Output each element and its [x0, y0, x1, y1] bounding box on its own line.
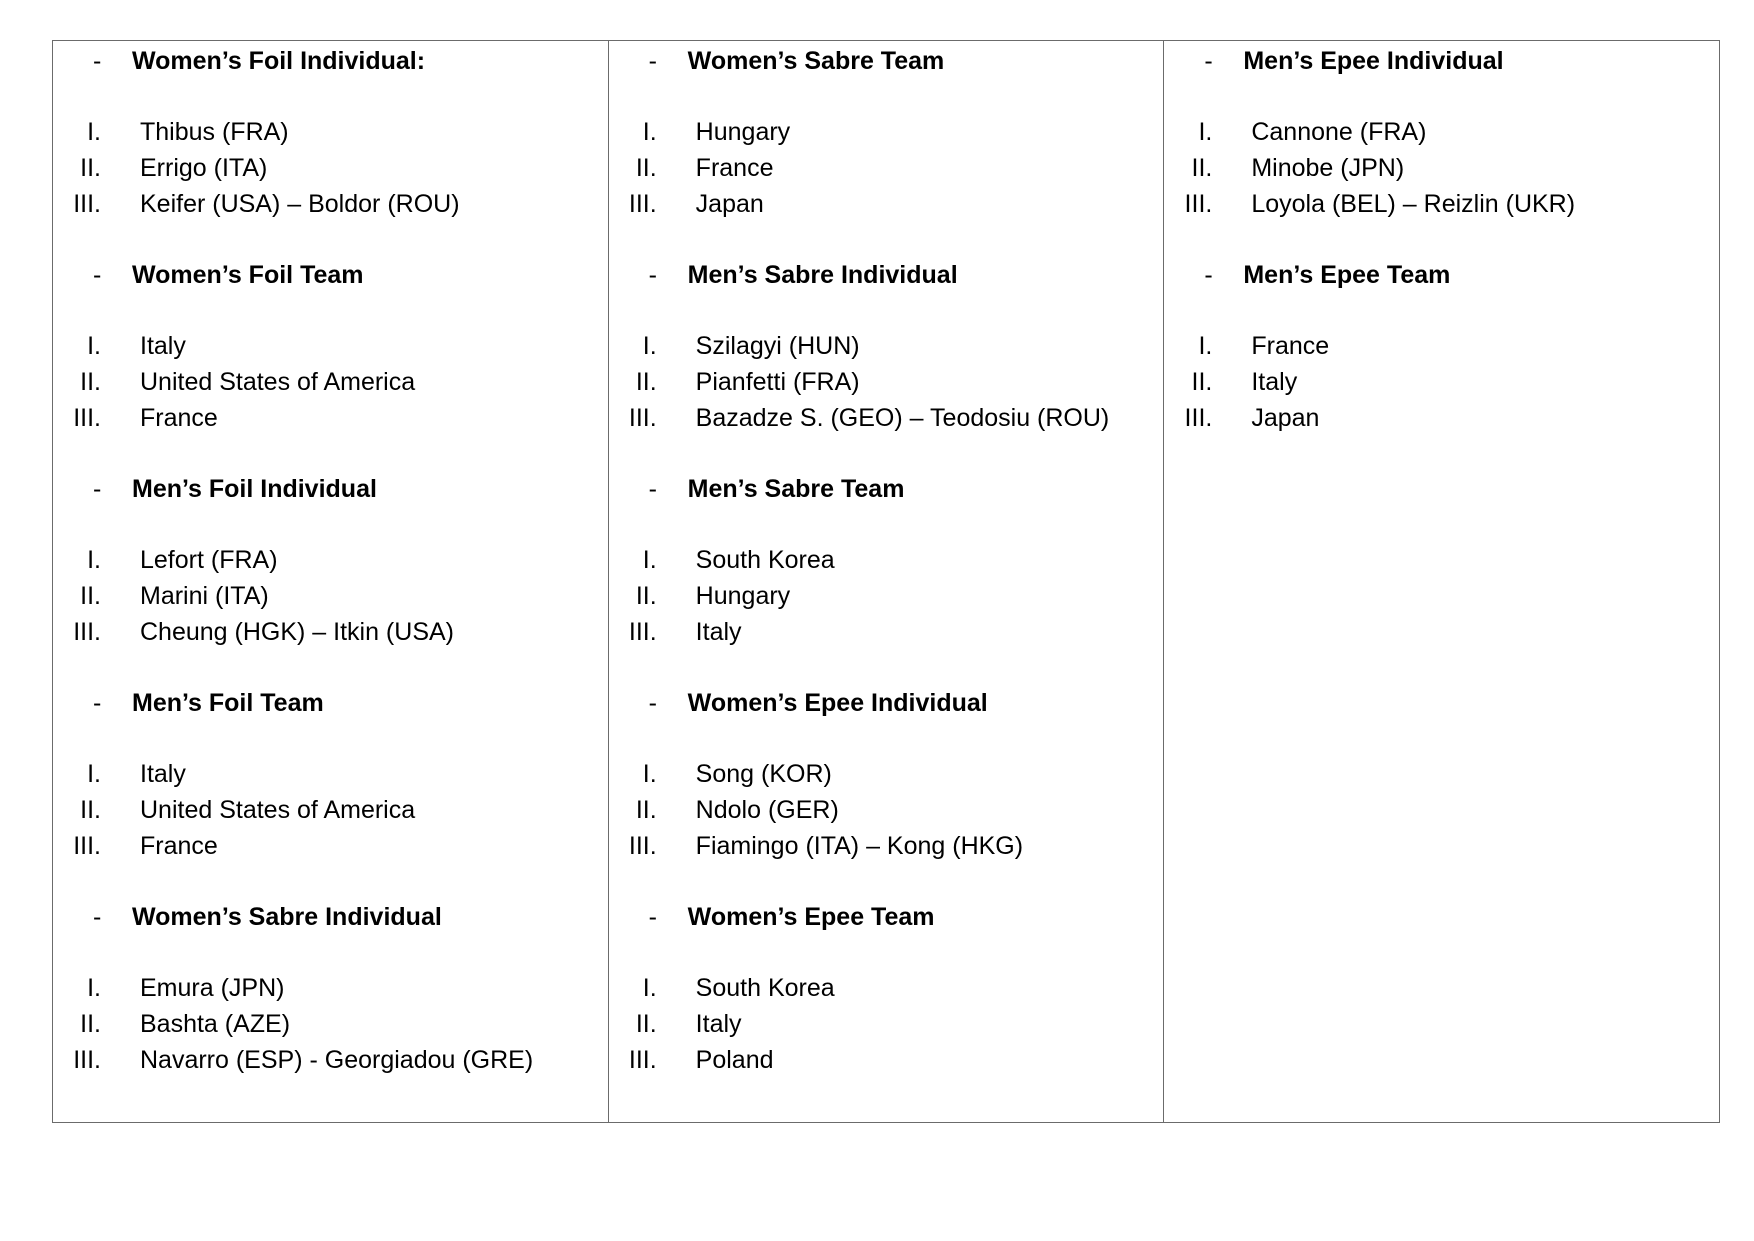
medal-rank: II. — [80, 1010, 101, 1038]
results-column — [53, 41, 609, 1122]
event-heading — [609, 471, 1164, 507]
medal-rank: III. — [628, 404, 657, 432]
medal-winner: United States of America — [140, 796, 416, 824]
event-section — [609, 471, 1164, 650]
medal-rank: I. — [642, 760, 657, 788]
medal-winner: Hungary — [695, 118, 791, 146]
event-title: Women’s Foil Individual: — [132, 47, 426, 75]
medal-item — [609, 578, 1164, 614]
medal-winner: Italy — [695, 1010, 742, 1038]
medal-item — [53, 614, 608, 650]
medal-winner: France — [1251, 332, 1330, 360]
medal-item — [53, 114, 608, 150]
medal-item — [609, 756, 1164, 792]
medal-item — [53, 186, 608, 222]
medal-rank: II. — [635, 582, 657, 610]
event-heading — [1164, 257, 1719, 293]
medal-rank: II. — [635, 368, 657, 396]
medal-item — [1164, 150, 1719, 186]
event-heading — [53, 685, 608, 721]
event-title: Men’s Sabre Individual — [687, 261, 958, 289]
medal-rank: III. — [1184, 404, 1213, 432]
event-bullet-dash: - — [648, 475, 657, 503]
event-title: Women’s Epee Individual — [687, 689, 988, 717]
medal-winner: Italy — [695, 618, 742, 646]
event-bullet-dash: - — [1204, 47, 1213, 75]
medal-rank: I. — [642, 546, 657, 574]
medal-winner: Marini (ITA) — [140, 582, 269, 610]
results-column — [1164, 41, 1719, 1122]
medal-item — [53, 970, 608, 1006]
medal-item — [609, 792, 1164, 828]
medal-rank: III. — [73, 190, 101, 218]
event-heading — [53, 257, 608, 293]
event-heading — [609, 257, 1164, 293]
medal-item — [1164, 364, 1719, 400]
medal-list — [53, 79, 608, 222]
event-title: Men’s Epee Individual — [1243, 47, 1504, 75]
medal-winner: South Korea — [695, 974, 835, 1002]
medal-rank: I. — [87, 546, 101, 574]
medal-rank: II. — [1191, 368, 1213, 396]
medal-item — [609, 1006, 1164, 1042]
event-heading — [1164, 43, 1719, 79]
medal-item — [609, 970, 1164, 1006]
event-section — [53, 899, 608, 1078]
medal-list — [609, 507, 1164, 650]
event-bullet-dash: - — [93, 689, 102, 717]
event-title: Women’s Epee Team — [687, 903, 935, 931]
event-bullet-dash: - — [93, 261, 102, 289]
medal-winner: Song (KOR) — [695, 760, 832, 788]
medal-rank: III. — [628, 832, 657, 860]
medal-item — [53, 756, 608, 792]
medal-winner: Errigo (ITA) — [140, 154, 268, 182]
medal-item — [1164, 400, 1719, 436]
medal-winner: Thibus (FRA) — [140, 118, 289, 146]
event-heading — [609, 685, 1164, 721]
medal-winner: Pianfetti (FRA) — [695, 368, 860, 396]
event-bullet-dash: - — [648, 47, 657, 75]
medal-item — [53, 792, 608, 828]
medal-rank: III. — [73, 832, 101, 860]
results-column — [609, 41, 1165, 1122]
medal-rank: I. — [642, 974, 657, 1002]
medal-winner: Hungary — [695, 582, 791, 610]
medal-item — [1164, 328, 1719, 364]
medal-winner: France — [140, 832, 218, 860]
medal-rank: I. — [87, 332, 101, 360]
medal-rank: I. — [642, 332, 657, 360]
event-title: Women’s Sabre Team — [687, 47, 945, 75]
medal-rank: I. — [87, 118, 101, 146]
event-section — [1164, 43, 1719, 222]
medal-winner: Loyola (BEL) – Reizlin (UKR) — [1251, 190, 1576, 218]
medal-rank: III. — [1184, 190, 1213, 218]
medal-rank: I. — [642, 118, 657, 146]
medal-item — [609, 542, 1164, 578]
medal-rank: III. — [628, 190, 657, 218]
event-section — [609, 685, 1164, 864]
results-table — [52, 40, 1720, 1123]
event-title: Women’s Sabre Individual — [132, 903, 442, 931]
medal-item — [53, 828, 608, 864]
medal-winner: Szilagyi (HUN) — [695, 332, 860, 360]
medal-item — [609, 150, 1164, 186]
medal-item — [609, 364, 1164, 400]
medal-item — [609, 1042, 1164, 1078]
medal-list — [1164, 79, 1719, 222]
medal-winner: Italy — [140, 332, 186, 360]
medal-winner: United States of America — [140, 368, 416, 396]
medal-winner: France — [140, 404, 218, 432]
medal-item — [609, 614, 1164, 650]
medal-rank: II. — [635, 1010, 657, 1038]
event-section — [53, 43, 608, 222]
event-section — [609, 43, 1164, 222]
medal-list — [1164, 293, 1719, 436]
medal-winner: Ndolo (GER) — [695, 796, 839, 824]
medal-item — [609, 186, 1164, 222]
medal-winner: Japan — [1251, 404, 1320, 432]
medal-rank: I. — [1198, 332, 1213, 360]
medal-item — [1164, 114, 1719, 150]
event-title: Men’s Foil Individual — [132, 475, 377, 503]
medal-winner: Poland — [695, 1046, 774, 1074]
event-section — [609, 899, 1164, 1078]
medal-winner: Italy — [140, 760, 186, 788]
medal-list — [609, 79, 1164, 222]
medal-winner: Cheung (HGK) – Itkin (USA) — [140, 618, 454, 646]
event-section — [53, 257, 608, 436]
medal-item — [53, 364, 608, 400]
event-bullet-dash: - — [648, 689, 657, 717]
medal-rank: III. — [628, 1046, 657, 1074]
medal-rank: II. — [80, 582, 101, 610]
event-section — [53, 471, 608, 650]
medal-item — [609, 328, 1164, 364]
event-section — [53, 685, 608, 864]
medal-rank: II. — [80, 154, 101, 182]
medal-item — [53, 150, 608, 186]
medal-rank: II. — [635, 796, 657, 824]
event-bullet-dash: - — [93, 903, 102, 931]
event-bullet-dash: - — [93, 475, 102, 503]
medal-rank: III. — [73, 404, 101, 432]
medal-item — [53, 328, 608, 364]
medal-rank: III. — [73, 1046, 101, 1074]
event-title: Men’s Epee Team — [1243, 261, 1451, 289]
medal-list — [609, 721, 1164, 864]
medal-rank: II. — [80, 368, 101, 396]
medal-winner: Minobe (JPN) — [1251, 154, 1405, 182]
medal-item — [609, 114, 1164, 150]
medal-winner: Emura (JPN) — [140, 974, 285, 1002]
event-title: Men’s Sabre Team — [687, 475, 905, 503]
event-section — [609, 257, 1164, 436]
event-heading — [609, 899, 1164, 935]
event-bullet-dash: - — [93, 47, 102, 75]
event-heading — [53, 471, 608, 507]
medal-rank: III. — [73, 618, 101, 646]
event-heading — [609, 43, 1164, 79]
medal-rank: III. — [628, 618, 657, 646]
medal-list — [609, 935, 1164, 1078]
medal-list — [53, 507, 608, 650]
event-bullet-dash: - — [1204, 261, 1213, 289]
medal-rank: II. — [635, 154, 657, 182]
medal-item — [609, 400, 1164, 436]
medal-rank: II. — [80, 796, 101, 824]
medal-winner: Japan — [695, 190, 764, 218]
medal-list — [53, 721, 608, 864]
medal-item — [53, 1042, 608, 1078]
medal-winner: Italy — [1251, 368, 1298, 396]
medal-winner: Cannone (FRA) — [1251, 118, 1427, 146]
event-bullet-dash: - — [648, 903, 657, 931]
medal-winner: South Korea — [695, 546, 835, 574]
medal-winner: France — [695, 154, 774, 182]
medal-winner: Fiamingo (ITA) – Kong (HKG) — [695, 832, 1024, 860]
medal-item — [53, 400, 608, 436]
event-heading — [53, 43, 608, 79]
medal-list — [609, 293, 1164, 436]
event-section — [1164, 257, 1719, 436]
event-bullet-dash: - — [648, 261, 657, 289]
medal-rank: I. — [87, 974, 101, 1002]
event-title: Women’s Foil Team — [132, 261, 364, 289]
medal-item — [53, 1006, 608, 1042]
medal-rank: I. — [1198, 118, 1213, 146]
medal-winner: Keifer (USA) – Boldor (ROU) — [140, 190, 460, 218]
event-title: Men’s Foil Team — [132, 689, 324, 717]
medal-item — [53, 542, 608, 578]
medal-winner: Bazadze S. (GEO) – Teodosiu (ROU) — [695, 404, 1110, 432]
medal-rank: I. — [87, 760, 101, 788]
medal-winner: Bashta (AZE) — [140, 1010, 291, 1038]
medal-item — [1164, 186, 1719, 222]
medal-list — [53, 293, 608, 436]
medal-list — [53, 935, 608, 1078]
event-heading — [53, 899, 608, 935]
medal-winner: Lefort (FRA) — [140, 546, 278, 574]
medal-rank: II. — [1191, 154, 1213, 182]
medal-item — [609, 828, 1164, 864]
medal-item — [53, 578, 608, 614]
medal-winner: Navarro (ESP) - Georgiadou (GRE) — [140, 1046, 534, 1074]
